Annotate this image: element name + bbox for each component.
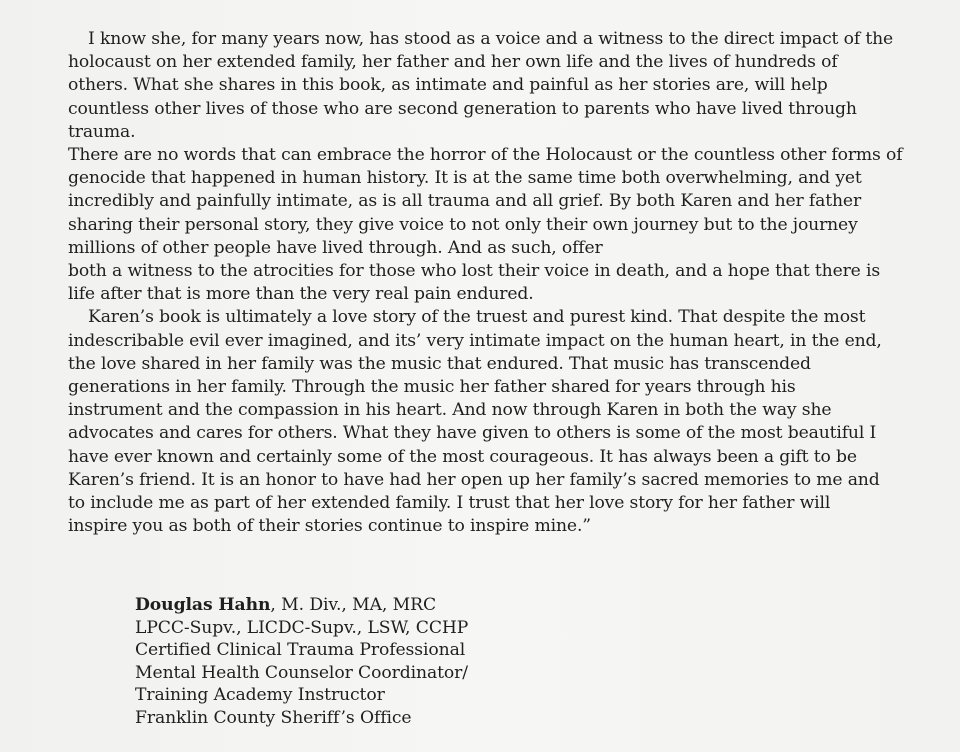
text-line: sharing their personal story, they give voice to not only their own journey but to the journey <box>68 214 858 235</box>
text-line: Karen’s friend. It is an honor to have had her open up her family’s sacred memories to me and <box>68 469 880 490</box>
text-line: I know she, for many years now, has stood as a voice and a witness to the direct impact of the <box>88 29 894 49</box>
text-line: There are no words that can embrace the horror of the Holocaust or the countless other forms of <box>68 145 903 166</box>
text-line: the love shared in her family was the music that endured. That music has transcended <box>68 353 811 374</box>
text-line: life after that is more than the very real pain endured. <box>68 284 534 305</box>
signature-line: Certified Clinical Trauma Professional <box>135 640 466 661</box>
signature-name-line <box>135 594 468 617</box>
text-line: trauma. <box>68 121 136 142</box>
signature-credentials: , M. Div., MA, MRC <box>270 595 437 615</box>
signature-block <box>135 594 468 730</box>
text-line: generations in her family. Through the music her father shared for years through his <box>68 377 796 398</box>
text-line: holocaust on her extended family, her father and her own life and the lives of hundreds of <box>68 52 838 73</box>
text-line: others. What she shares in this book, as intimate and painful as her stories are, will help <box>68 75 828 96</box>
text-line: advocates and cares for others. What they have given to others is some of the most beautiful I <box>68 423 877 444</box>
text-line: inspire you as both of their stories continue to inspire mine.” <box>68 516 591 537</box>
text-line: have ever known and certainly some of the most courageous. It has always been a gift to be <box>68 446 857 467</box>
letter-body <box>68 28 920 538</box>
text-line: indescribable evil ever imagined, and its’ very intimate impact on the human heart, in the end, <box>68 330 882 351</box>
signature-line: Training Academy Instructor <box>135 685 385 706</box>
text-line: genocide that happened in human history. It is at the same time both overwhelming, and yet <box>68 168 862 189</box>
text-line: Karen’s book is ultimately a love story of the truest and purest kind. That despite the most <box>88 307 866 328</box>
text-line: to include me as part of her extended family. I trust that her love story for her father will <box>68 493 831 514</box>
signature-line: LPCC-Supv., LICDC-Supv., LSW, CCHP <box>135 617 469 638</box>
signature-name: Douglas Hahn <box>135 595 271 615</box>
text-line: countless other lives of those who are second generation to parents who have lived through <box>68 98 857 119</box>
text-line: incredibly and painfully intimate, as is all trauma and all grief. By both Karen and her father <box>68 191 862 212</box>
text-line: instrument and the compassion in his heart. And now through Karen in both the way she <box>68 400 832 421</box>
text-line: millions of other people have lived through. And as such, offer <box>68 237 603 258</box>
signature-line: Mental Health Counselor Coordinator/ <box>135 662 468 683</box>
text-line: both a witness to the atrocities for those who lost their voice in death, and a hope that there is <box>68 261 881 282</box>
signature-line: Franklin County Sheriff’s Office <box>135 707 412 728</box>
